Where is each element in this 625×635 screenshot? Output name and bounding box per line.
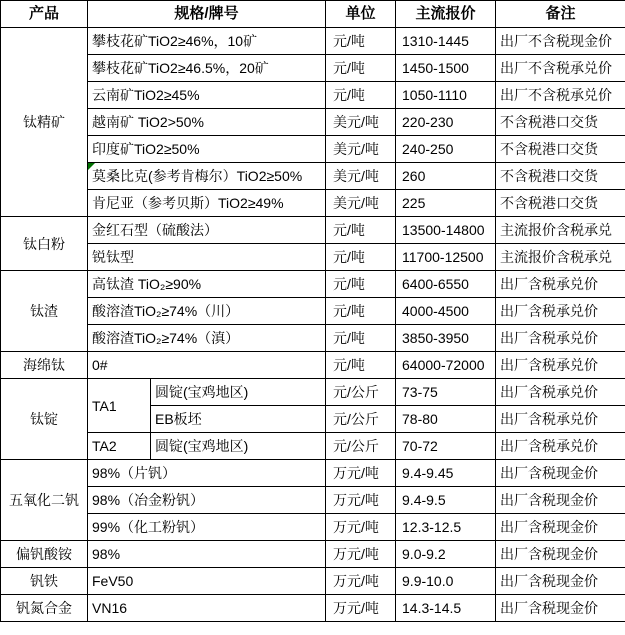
header-cell-remark[interactable]: 备注 — [496, 1, 625, 28]
remark-cell[interactable]: 出厂含税承兑价 — [496, 325, 625, 352]
remark-cell[interactable]: 出厂含税现金价 — [496, 460, 625, 487]
table-row — [1, 595, 625, 622]
remark-cell[interactable]: 出厂含税承兑价 — [496, 271, 625, 298]
price-cell[interactable]: 9.0-9.2 — [396, 541, 496, 568]
price-cell[interactable]: 220-230 — [396, 109, 496, 136]
table-row — [1, 190, 625, 217]
price-cell[interactable]: 6400-6550 — [396, 271, 496, 298]
product-cell[interactable]: 海绵钛 — [1, 352, 88, 379]
unit-cell[interactable]: 万元/吨 — [326, 514, 396, 541]
price-cell[interactable]: 9.4-9.5 — [396, 487, 496, 514]
product-cell[interactable]: 钛白粉 — [1, 217, 88, 271]
price-table-header — [1, 1, 625, 28]
price-cell[interactable]: 64000-72000 — [396, 352, 496, 379]
table-row — [1, 460, 625, 487]
spec-cell[interactable]: 锐钛型 — [88, 244, 326, 271]
table-row — [1, 55, 625, 82]
spec-cell[interactable]: 99%（化工粉钒） — [88, 514, 326, 541]
price-cell[interactable]: 14.3-14.5 — [396, 595, 496, 622]
unit-cell[interactable]: 元/吨 — [326, 271, 396, 298]
price-cell[interactable]: 9.9-10.0 — [396, 568, 496, 595]
unit-cell[interactable]: 元/吨 — [326, 82, 396, 109]
remark-cell[interactable]: 出厂含税承兑价 — [496, 298, 625, 325]
unit-cell[interactable]: 元/吨 — [326, 217, 396, 244]
grade-cell[interactable]: TA1 — [88, 379, 151, 433]
unit-cell[interactable]: 美元/吨 — [326, 163, 396, 190]
price-cell[interactable]: 12.3-12.5 — [396, 514, 496, 541]
remark-cell[interactable]: 出厂含税承兑价 — [496, 406, 625, 433]
remark-cell[interactable]: 出厂含税承兑价 — [496, 352, 625, 379]
remark-cell[interactable]: 主流报价含税承兑 — [496, 217, 625, 244]
spec-cell[interactable]: VN16 — [88, 595, 326, 622]
remark-cell[interactable]: 出厂含税现金价 — [496, 487, 625, 514]
header-cell-unit[interactable]: 单位 — [326, 1, 396, 28]
spec-cell[interactable]: 肯尼亚（参考贝斯）TiO2≥49% — [88, 190, 326, 217]
product-cell[interactable]: 钛渣 — [1, 271, 88, 352]
spec-cell[interactable]: 0# — [88, 352, 326, 379]
unit-cell[interactable]: 元/吨 — [326, 28, 396, 55]
grade-cell[interactable]: TA2 — [88, 433, 151, 460]
remark-cell[interactable]: 不含税港口交货 — [496, 163, 625, 190]
unit-cell[interactable]: 美元/吨 — [326, 109, 396, 136]
spec-cell[interactable]: 酸溶渣TiO₂≥74%（川） — [88, 298, 326, 325]
price-cell[interactable]: 225 — [396, 190, 496, 217]
note-indicator-icon — [88, 163, 95, 170]
spec-cell[interactable]: 印度矿TiO2≥50% — [88, 136, 326, 163]
spec-cell[interactable]: 攀枝花矿TiO2≥46%，10矿 — [88, 28, 326, 55]
remark-cell[interactable]: 出厂含税现金价 — [496, 595, 625, 622]
table-row — [1, 163, 625, 190]
table-row — [1, 244, 625, 271]
table-row — [1, 487, 625, 514]
unit-cell[interactable]: 元/公斤 — [326, 406, 396, 433]
table-row — [1, 82, 625, 109]
price-cell[interactable]: 1050-1110 — [396, 82, 496, 109]
spec-cell[interactable]: 98% — [88, 541, 326, 568]
spec-cell[interactable]: 高钛渣 TiO₂≥90% — [88, 271, 326, 298]
unit-cell[interactable]: 万元/吨 — [326, 595, 396, 622]
product-cell[interactable]: 钛精矿 — [1, 28, 88, 217]
remark-cell[interactable]: 不含税港口交货 — [496, 190, 625, 217]
unit-cell[interactable]: 美元/吨 — [326, 136, 396, 163]
table-row — [1, 136, 625, 163]
table-row — [1, 271, 625, 298]
unit-cell[interactable]: 万元/吨 — [326, 568, 396, 595]
price-cell[interactable]: 73-75 — [396, 379, 496, 406]
remark-cell[interactable]: 出厂不含税承兑价 — [496, 55, 625, 82]
price-cell[interactable]: 260 — [396, 163, 496, 190]
remark-cell[interactable]: 出厂不含税现金价 — [496, 28, 625, 55]
table-row — [1, 541, 625, 568]
price-cell[interactable]: 1450-1500 — [396, 55, 496, 82]
unit-cell[interactable]: 元/公斤 — [326, 379, 396, 406]
spec-cell[interactable]: EB板坯 — [151, 406, 326, 433]
unit-cell[interactable]: 元/吨 — [326, 298, 396, 325]
unit-cell[interactable]: 元/吨 — [326, 55, 396, 82]
spec-cell[interactable]: 圆锭(宝鸡地区) — [151, 433, 326, 460]
remark-cell[interactable]: 主流报价含税承兑 — [496, 244, 625, 271]
unit-cell[interactable]: 元/吨 — [326, 244, 396, 271]
table-row — [1, 217, 625, 244]
table-row — [1, 109, 625, 136]
remark-cell[interactable]: 不含税港口交货 — [496, 136, 625, 163]
table-row — [1, 352, 625, 379]
header-cell-product[interactable]: 产品 — [1, 1, 88, 28]
price-cell[interactable]: 78-80 — [396, 406, 496, 433]
price-cell[interactable]: 1310-1445 — [396, 28, 496, 55]
table-row — [1, 298, 625, 325]
unit-cell[interactable]: 万元/吨 — [326, 460, 396, 487]
unit-cell[interactable]: 元/吨 — [326, 325, 396, 352]
spec-cell[interactable]: 酸溶渣TiO₂≥74%（滇） — [88, 325, 326, 352]
remark-cell[interactable]: 出厂不含税承兑价 — [496, 82, 625, 109]
price-cell[interactable]: 3850-3950 — [396, 325, 496, 352]
table-row — [1, 379, 625, 406]
table-row — [1, 568, 625, 595]
price-cell[interactable]: 11700-12500 — [396, 244, 496, 271]
price-cell[interactable]: 13500-14800 — [396, 217, 496, 244]
remark-cell[interactable]: 出厂含税现金价 — [496, 568, 625, 595]
header-cell-price[interactable]: 主流报价 — [396, 1, 496, 28]
price-cell[interactable]: 240-250 — [396, 136, 496, 163]
unit-cell[interactable]: 万元/吨 — [326, 487, 396, 514]
remark-cell[interactable]: 出厂含税现金价 — [496, 541, 625, 568]
price-table-body — [1, 28, 625, 622]
unit-cell[interactable]: 万元/吨 — [326, 541, 396, 568]
table-row — [1, 514, 625, 541]
spec-cell[interactable]: 圆锭(宝鸡地区) — [151, 379, 326, 406]
remark-cell[interactable]: 不含税港口交货 — [496, 109, 625, 136]
product-cell[interactable]: 钛锭 — [1, 379, 88, 460]
unit-cell[interactable]: 美元/吨 — [326, 190, 396, 217]
product-cell[interactable]: 钒氮合金 — [1, 595, 88, 622]
spec-cell[interactable]: 云南矿TiO2≥45% — [88, 82, 326, 109]
price-cell[interactable]: 4000-4500 — [396, 298, 496, 325]
product-cell[interactable]: 钒铁 — [1, 568, 88, 595]
price-cell[interactable]: 9.4-9.45 — [396, 460, 496, 487]
header-row — [1, 1, 625, 28]
remark-cell[interactable]: 出厂含税承兑价 — [496, 433, 625, 460]
table-row — [1, 433, 625, 460]
spec-cell[interactable]: FeV50 — [88, 568, 326, 595]
spec-cell[interactable]: 越南矿 TiO2>50% — [88, 109, 326, 136]
product-cell[interactable]: 偏钒酸铵 — [1, 541, 88, 568]
remark-cell[interactable]: 出厂含税现金价 — [496, 514, 625, 541]
product-cell[interactable]: 五氧化二钒 — [1, 460, 88, 541]
header-cell-spec[interactable]: 规格/牌号 — [88, 1, 326, 28]
table-row — [1, 28, 625, 55]
spec-cell[interactable]: 金红石型（硫酸法） — [88, 217, 326, 244]
spec-cell[interactable]: 攀枝花矿TiO2≥46.5%，20矿 — [88, 55, 326, 82]
unit-cell[interactable]: 元/吨 — [326, 352, 396, 379]
unit-cell[interactable]: 元/公斤 — [326, 433, 396, 460]
price-cell[interactable]: 70-72 — [396, 433, 496, 460]
table-row — [1, 325, 625, 352]
spec-cell[interactable]: 98%（片钒） — [88, 460, 326, 487]
spec-cell[interactable]: 莫桑比克(参考肯梅尔）TiO2≥50% — [88, 163, 326, 190]
spec-cell[interactable]: 98%（冶金粉钒） — [88, 487, 326, 514]
remark-cell[interactable]: 出厂含税承兑价 — [496, 379, 625, 406]
